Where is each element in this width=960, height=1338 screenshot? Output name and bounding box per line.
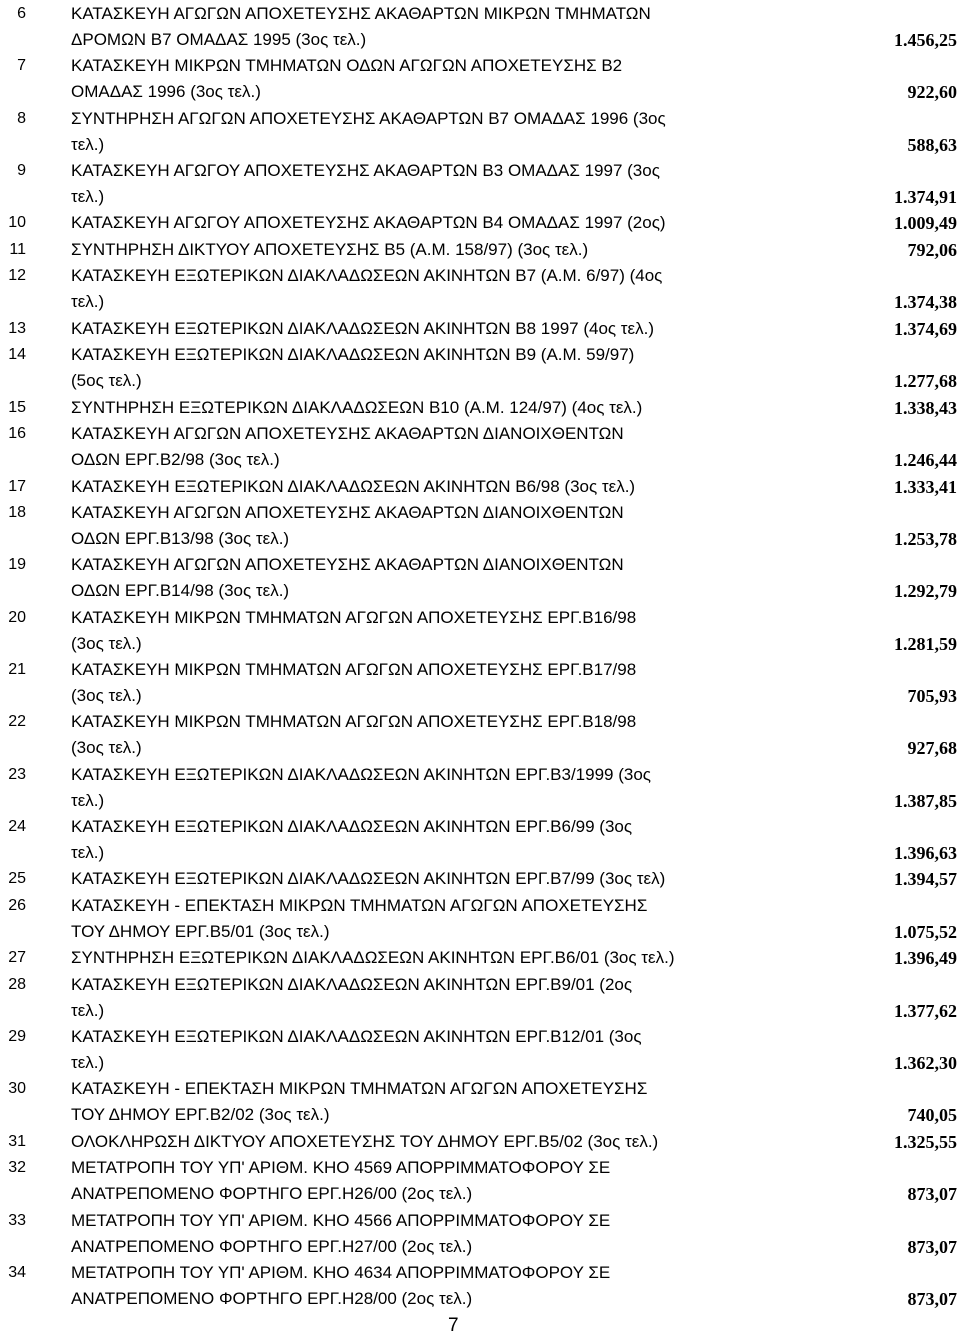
item-number: 9 (17, 161, 26, 179)
list-item (0, 158, 960, 210)
item-description (71, 500, 811, 552)
item-number: 24 (8, 817, 26, 835)
item-amount: 1.362,30 (894, 1053, 957, 1073)
item-number: 7 (17, 57, 26, 75)
list-item (0, 709, 960, 761)
item-description (71, 945, 811, 971)
item-description (71, 395, 811, 421)
item-description-line: ΟΔΩΝ ΕΡΓ.Β2/98 (3ος τελ.) (71, 450, 280, 470)
item-description-line: (3ος τελ.) (71, 686, 142, 705)
item-description (71, 657, 811, 709)
list-item (0, 605, 960, 657)
item-amount: 873,07 (907, 1236, 957, 1257)
list-item (0, 316, 960, 342)
item-description-line: ΚΑΤΑΣΚΕΥΗ ΕΞΩΤΕΡΙΚΩΝ ΔΙΑΚΛΑΔΩΣΕΩΝ ΑΚΙΝΗΤΩΝ Β6/98 (3ος τελ.) (71, 476, 636, 496)
item-description (71, 106, 811, 158)
list-item (0, 263, 960, 315)
item-description-line: ΑΝΑΤΡΕΠΟΜΕΝΟ ΦΟΡΤΗΓΟ ΕΡΓ.Η26/00 (2ος τελ.) (71, 1184, 473, 1204)
item-description-line: ΣΥΝΤΗΡΗΣΗ ΕΞΩΤΕΡΙΚΩΝ ΔΙΑΚΛΑΔΩΣΕΩΝ Β10 (Α.Μ. 124/97) (4ος τελ.) (71, 397, 643, 417)
item-description-line: ΑΝΑΤΡΕΠΟΜΕΝΟ ΦΟΡΤΗΓΟ ΕΡΓ.Η27/00 (2ος τελ.) (71, 1236, 473, 1256)
item-number: 30 (8, 1080, 26, 1098)
item-number: 18 (8, 504, 26, 522)
item-description (71, 1024, 811, 1076)
item-description-line: ΟΜΑΔΑΣ 1996 (3ος τελ.) (71, 82, 261, 102)
item-description (71, 814, 811, 866)
item-description-line: ΚΑΤΑΣΚΕΥΗ ΑΓΩΓΟΥ ΑΠΟΧΕΤΕΥΣΗΣ ΑΚΑΘΑΡΤΩΝ Β3 ΟΜΑΔΑΣ 1997 (3ος (71, 160, 660, 180)
item-description-line: τελ.) (71, 1000, 105, 1020)
item-description-line: τελ.) (71, 790, 105, 810)
item-number: 33 (8, 1211, 26, 1229)
item-number: 25 (8, 870, 26, 888)
item-amount: 1.374,91 (894, 186, 957, 207)
item-description-line: ΚΑΤΑΣΚΕΥΗ ΕΞΩΤΕΡΙΚΩΝ ΔΙΑΚΛΑΔΩΣΕΩΝ ΑΚΙΝΗΤΩΝ ΕΡΓ.Β7/99 (3ος τελ) (71, 869, 666, 889)
list-item (0, 395, 960, 421)
item-description-line: ΤΟΥ ΔΗΜΟΥ ΕΡΓ.Β5/01 (3ος τελ.) (71, 921, 330, 941)
item-number: 23 (8, 765, 26, 783)
list-item (0, 500, 960, 552)
item-amount: 1.374,38 (894, 292, 957, 313)
item-description (71, 866, 811, 892)
item-description (71, 237, 811, 263)
item-description (71, 210, 811, 236)
item-amount: 873,07 (907, 1184, 957, 1205)
item-description-line: ΚΑΤΑΣΚΕΥΗ ΜΙΚΡΩΝ ΤΜΗΜΑΤΩΝ ΑΓΩΓΩΝ ΑΠΟΧΕΤΕΥΣΗΣ ΕΡΓ.Β17/98 (71, 660, 637, 679)
item-amount: 792,06 (907, 239, 957, 260)
list-item (0, 1024, 960, 1076)
list-item (0, 893, 960, 945)
item-number: 16 (8, 425, 26, 443)
item-description-line: ΜΕΤΑΤΡΟΠΗ ΤΟΥ ΥΠ' ΑΡΙΘΜ. ΚΗΟ 4566 ΑΠΟΡΡΙΜΜΑΤΟΦΟΡΟΥ ΣΕ (71, 1210, 611, 1230)
item-description (71, 762, 811, 814)
list-item (0, 1260, 960, 1312)
item-amount: 1.075,52 (894, 921, 957, 942)
item-description (71, 342, 811, 394)
item-description-line: ΜΕΤΑΤΡΟΠΗ ΤΟΥ ΥΠ' ΑΡΙΘΜ. ΚΗΟ 4569 ΑΠΟΡΡΙΜΜΑΤΟΦΟΡΟΥ ΣΕ (71, 1158, 611, 1178)
item-description-line: ΔΡΟΜΩΝ Β7 ΟΜΑΔΑΣ 1995 (3ος τελ.) (71, 30, 367, 49)
item-description (71, 263, 811, 315)
item-amount: 1.281,59 (894, 633, 957, 654)
item-description-line: ΚΑΤΑΣΚΕΥΗ ΑΓΩΓΩΝ ΑΠΟΧΕΤΕΥΣΗΣ ΑΚΑΘΑΡΤΩΝ ΔΙΑΝΟΙΧΘΕΝΤΩΝ (71, 555, 624, 575)
item-description (71, 316, 811, 342)
list-item (0, 474, 960, 500)
item-amount: 1.377,62 (894, 1000, 957, 1021)
item-amount: 1.338,43 (894, 397, 957, 418)
item-description-line: ΜΕΤΑΤΡΟΠΗ ΤΟΥ ΥΠ' ΑΡΙΘΜ. ΚΗΟ 4634 ΑΠΟΡΡΙΜΜΑΤΟΦΟΡΟΥ ΣΕ (71, 1262, 611, 1282)
item-amount: 1.394,57 (894, 869, 957, 890)
item-description (71, 158, 811, 210)
item-number: 15 (8, 398, 26, 416)
item-description-line: ΚΑΤΑΣΚΕΥΗ ΕΞΩΤΕΡΙΚΩΝ ΔΙΑΚΛΑΔΩΣΕΩΝ ΑΚΙΝΗΤΩΝ Β8 1997 (4ος τελ.) (71, 318, 654, 338)
item-amount: 1.292,79 (894, 581, 957, 602)
item-number: 31 (8, 1132, 26, 1150)
item-number: 22 (8, 713, 26, 731)
item-description-line: τελ.) (71, 1053, 105, 1072)
item-description-line: τελ.) (71, 134, 105, 154)
item-amount: 1.396,63 (894, 842, 957, 863)
item-number: 13 (8, 319, 26, 337)
item-number: 34 (8, 1263, 26, 1281)
item-description-line: ΑΝΑΤΡΕΠΟΜΕΝΟ ΦΟΡΤΗΓΟ ΕΡΓ.Η28/00 (2ος τελ.) (71, 1288, 473, 1308)
item-amount: 1.333,41 (894, 476, 957, 497)
item-number: 26 (8, 896, 26, 914)
item-number: 11 (9, 240, 26, 258)
list-item (0, 762, 960, 814)
item-description-line: ΚΑΤΑΣΚΕΥΗ ΕΞΩΤΕΡΙΚΩΝ ΔΙΑΚΛΑΔΩΣΕΩΝ ΑΚΙΝΗΤΩΝ ΕΡΓ.Β12/01 (3ος (71, 1027, 642, 1046)
list-item (0, 1, 960, 53)
item-description-line: τελ.) (71, 292, 105, 312)
item-description (71, 474, 811, 500)
item-amount: 1.325,55 (894, 1131, 957, 1152)
item-description-line: ΚΑΤΑΣΚΕΥΗ ΕΞΩΤΕΡΙΚΩΝ ΔΙΑΚΛΑΔΩΣΕΩΝ ΑΚΙΝΗΤΩΝ ΕΡΓ.Β3/1999 (3ος (71, 764, 651, 784)
list-item (0, 552, 960, 604)
item-description-line: τελ.) (71, 186, 105, 206)
item-number: 28 (8, 975, 26, 993)
item-number: 19 (8, 556, 26, 574)
item-description (71, 709, 811, 761)
item-description-line: ΚΑΤΑΣΚΕΥΗ ΜΙΚΡΩΝ ΤΜΗΜΑΤΩΝ ΟΔΩΝ ΑΓΩΓΩΝ ΑΠΟΧΕΤΕΥΣΗΣ Β2 (71, 56, 623, 76)
item-number: 27 (8, 949, 26, 967)
item-description-line: (5ος τελ.) (71, 371, 142, 391)
item-description-line: ΚΑΤΑΣΚΕΥΗ ΕΞΩΤΕΡΙΚΩΝ ΔΙΑΚΛΑΔΩΣΕΩΝ ΑΚΙΝΗΤΩΝ ΕΡΓ.Β6/99 (3ος (71, 816, 633, 836)
item-amount: 740,05 (907, 1105, 957, 1126)
item-number: 8 (17, 109, 26, 127)
page-number: 7 (448, 1315, 459, 1336)
item-description-line: ΣΥΝΤΗΡΗΣΗ ΔΙΚΤΥΟΥ ΑΠΟΧΕΤΕΥΣΗΣ Β5 (Α.Μ. 158/97) (3ος τελ.) (71, 239, 589, 259)
list-item (0, 53, 960, 105)
item-description (71, 972, 811, 1024)
item-description (71, 53, 811, 105)
item-amount: 1.374,69 (894, 318, 957, 339)
item-number: 6 (17, 5, 26, 22)
item-description (71, 1155, 811, 1207)
item-description-line: ΟΛΟΚΛΗΡΩΣΗ ΔΙΚΤΥΟΥ ΑΠΟΧΕΤΕΥΣΗΣ ΤΟΥ ΔΗΜΟΥ ΕΡΓ.Β5/02 (3ος τελ.) (71, 1131, 659, 1151)
item-description-line: τελ.) (71, 842, 105, 862)
item-description-line: ΚΑΤΑΣΚΕΥΗ ΜΙΚΡΩΝ ΤΜΗΜΑΤΩΝ ΑΓΩΓΩΝ ΑΠΟΧΕΤΕΥΣΗΣ ΕΡΓ.Β18/98 (71, 712, 637, 732)
item-amount: 588,63 (907, 134, 957, 155)
item-description-line: ΚΑΤΑΣΚΕΥΗ ΑΓΩΓΩΝ ΑΠΟΧΕΤΕΥΣΗΣ ΑΚΑΘΑΡΤΩΝ ΔΙΑΝΟΙΧΘΕΝΤΩΝ (71, 503, 624, 523)
item-description-line: ΚΑΤΑΣΚΕΥΗ - ΕΠΕΚΤΑΣΗ ΜΙΚΡΩΝ ΤΜΗΜΑΤΩΝ ΑΓΩΓΩΝ ΑΠΟΧΕΤΕΥΣΗΣ (71, 895, 648, 915)
item-description (71, 1129, 811, 1155)
list-item (0, 237, 960, 263)
item-description (71, 1208, 811, 1260)
item-amount: 1.387,85 (894, 790, 957, 811)
item-amount: 1.009,49 (894, 213, 957, 234)
item-description-line: ΚΑΤΑΣΚΕΥΗ ΑΓΩΓΩΝ ΑΠΟΧΕΤΕΥΣΗΣ ΑΚΑΘΑΡΤΩΝ ΔΙΑΝΟΙΧΘΕΝΤΩΝ (71, 424, 624, 444)
item-description-line: ΟΔΩΝ ΕΡΓ.Β13/98 (3ος τελ.) (71, 529, 290, 549)
item-description-line: ΚΑΤΑΣΚΕΥΗ ΕΞΩΤΕΡΙΚΩΝ ΔΙΑΚΛΑΔΩΣΕΩΝ ΑΚΙΝΗΤΩΝ ΕΡΓ.Β9/01 (2ος (71, 974, 633, 994)
item-description (71, 893, 811, 945)
item-description (71, 605, 811, 657)
item-amount: 1.396,49 (894, 948, 957, 969)
list-item (0, 1208, 960, 1260)
list-item (0, 421, 960, 473)
item-description (71, 1, 811, 53)
list-item (0, 657, 960, 709)
item-number: 17 (8, 477, 26, 495)
list-item (0, 866, 960, 892)
list-item (0, 1129, 960, 1155)
item-description-line: ΚΑΤΑΣΚΕΥΗ ΕΞΩΤΕΡΙΚΩΝ ΔΙΑΚΛΑΔΩΣΕΩΝ ΑΚΙΝΗΤΩΝ Β9 (Α.Μ. 59/97) (71, 345, 635, 365)
list-item (0, 1155, 960, 1207)
item-number: 21 (8, 661, 26, 678)
item-number: 10 (8, 214, 26, 232)
item-description (71, 552, 811, 604)
item-description-line: ΣΥΝΤΗΡΗΣΗ ΑΓΩΓΩΝ ΑΠΟΧΕΤΕΥΣΗΣ ΑΚΑΘΑΡΤΩΝ Β7 ΟΜΑΔΑΣ 1996 (3ος (71, 108, 666, 128)
item-number: 12 (8, 267, 26, 285)
item-amount: 1.246,44 (894, 450, 957, 471)
item-description-line: ΚΑΤΑΣΚΕΥΗ ΕΞΩΤΕΡΙΚΩΝ ΔΙΑΚΛΑΔΩΣΕΩΝ ΑΚΙΝΗΤΩΝ Β7 (Α.Μ. 6/97) (4ος (71, 266, 663, 286)
item-amount: 927,68 (907, 738, 957, 759)
item-number: 29 (8, 1028, 26, 1045)
list-item (0, 814, 960, 866)
item-amount: 922,60 (907, 82, 957, 103)
item-amount: 705,93 (907, 686, 957, 706)
item-description-line: ΚΑΤΑΣΚΕΥΗ - ΕΠΕΚΤΑΣΗ ΜΙΚΡΩΝ ΤΜΗΜΑΤΩΝ ΑΓΩΓΩΝ ΑΠΟΧΕΤΕΥΣΗΣ (71, 1079, 648, 1099)
item-description-line: ΣΥΝΤΗΡΗΣΗ ΕΞΩΤΕΡΙΚΩΝ ΔΙΑΚΛΑΔΩΣΕΩΝ ΑΚΙΝΗΤΩΝ ΕΡΓ.Β6/01 (3ος τελ.) (71, 948, 675, 968)
item-amount: 1.456,25 (894, 30, 957, 50)
item-number: 14 (8, 346, 26, 364)
list-item (0, 945, 960, 971)
list-item (0, 210, 960, 236)
list-item (0, 1076, 960, 1128)
item-number: 32 (8, 1159, 26, 1177)
item-description-line: (3ος τελ.) (71, 633, 142, 653)
item-description-line: ΟΔΩΝ ΕΡΓ.Β14/98 (3ος τελ.) (71, 581, 290, 601)
list-item (0, 972, 960, 1024)
item-amount: 1.277,68 (894, 371, 957, 392)
item-description-line: ΤΟΥ ΔΗΜΟΥ ΕΡΓ.Β2/02 (3ος τελ.) (71, 1105, 330, 1125)
item-description-line: ΚΑΤΑΣΚΕΥΗ ΑΓΩΓΩΝ ΑΠΟΧΕΤΕΥΣΗΣ ΑΚΑΘΑΡΤΩΝ ΜΙΚΡΩΝ ΤΜΗΜΑΤΩΝ (71, 4, 651, 23)
item-description-line: ΚΑΤΑΣΚΕΥΗ ΑΓΩΓΟΥ ΑΠΟΧΕΤΕΥΣΗΣ ΑΚΑΘΑΡΤΩΝ Β4 ΟΜΑΔΑΣ 1997 (2ος) (71, 213, 666, 233)
item-description (71, 1076, 811, 1128)
list-item (0, 342, 960, 394)
item-number: 20 (8, 608, 26, 626)
item-description (71, 1260, 811, 1312)
item-description (71, 421, 811, 473)
item-description-line: (3ος τελ.) (71, 738, 142, 758)
item-description-line: ΚΑΤΑΣΚΕΥΗ ΜΙΚΡΩΝ ΤΜΗΜΑΤΩΝ ΑΓΩΓΩΝ ΑΠΟΧΕΤΕΥΣΗΣ ΕΡΓ.Β16/98 (71, 607, 637, 627)
list-item (0, 106, 960, 158)
item-amount: 873,07 (907, 1288, 957, 1309)
item-amount: 1.253,78 (894, 529, 957, 550)
